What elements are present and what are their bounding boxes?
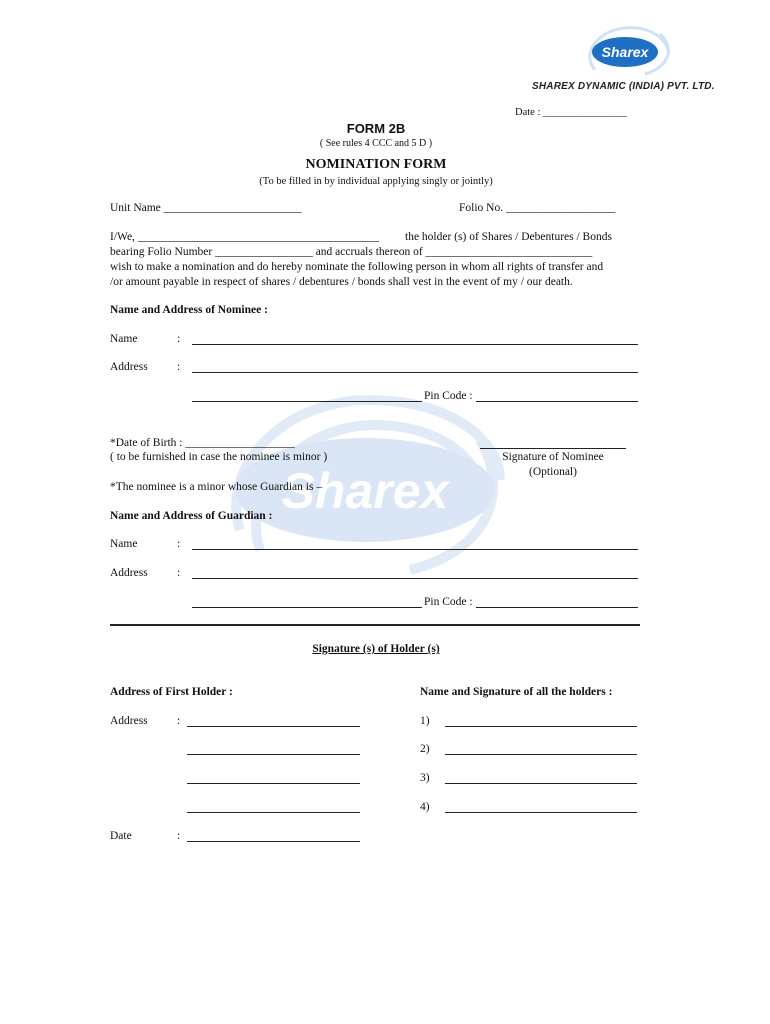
sharex-watermark: [200, 380, 520, 580]
holder-address-line-3[interactable]: [187, 783, 360, 784]
guardian-pin-label: Pin Code :: [424, 596, 473, 608]
holder-number-1: 1): [420, 715, 430, 727]
declaration-line2[interactable]: bearing Folio Number _________________ and accruals thereon of _____________________________: [110, 246, 593, 258]
nominee-signature-line[interactable]: [480, 448, 626, 449]
holder-signature-line-2[interactable]: [445, 754, 637, 755]
nominee-name-line[interactable]: [192, 344, 638, 345]
holder-address-line-4[interactable]: [187, 812, 360, 813]
holder-signature-line-4[interactable]: [445, 812, 637, 813]
nominee-signature-label: Signature of Nominee: [502, 451, 604, 463]
colon: :: [177, 538, 181, 550]
unit-name-field[interactable]: Unit Name ________________________: [110, 202, 302, 214]
declaration-line3: wish to make a nomination and do hereby nominate the following person in whom all rights of transfer and: [110, 261, 604, 273]
holder-number-4: 4): [420, 801, 430, 813]
colon: :: [177, 333, 181, 345]
first-holder-address-heading: Address of First Holder :: [110, 686, 233, 698]
guardian-name-label: Name: [110, 538, 138, 550]
guardian-name-line[interactable]: [192, 549, 638, 550]
guardian-address-line[interactable]: [192, 578, 638, 579]
guardian-address-label: Address: [110, 567, 148, 579]
holders-heading: Signature (s) of Holder (s): [312, 643, 440, 655]
holder-address-line-2[interactable]: [187, 754, 360, 755]
nominee-signature-optional: (Optional): [529, 466, 577, 478]
sharex-logo: [540, 22, 710, 80]
nominee-address-line2[interactable]: [192, 401, 422, 402]
section-divider: [110, 624, 640, 626]
holder-signature-line-1[interactable]: [445, 726, 637, 727]
declaration-line1-prefix[interactable]: I/We, __________________________________________: [110, 231, 380, 243]
guardian-pin-line[interactable]: [476, 607, 638, 608]
holder-address-label: Address: [110, 715, 148, 727]
declaration-line4: /or amount payable in respect of shares / debentures / bonds shall vest in the event of my / our death.: [110, 276, 573, 288]
holder-number-2: 2): [420, 743, 430, 755]
form-title: NOMINATION FORM: [305, 157, 447, 172]
holder-signature-line-3[interactable]: [445, 783, 637, 784]
holder-number-3: 3): [420, 772, 430, 784]
date-field[interactable]: Date : ________________: [515, 107, 627, 118]
colon: :: [177, 567, 181, 579]
company-name: SHAREX DYNAMIC (INDIA) PVT. LTD.: [532, 81, 715, 92]
minor-note: *The nominee is a minor whose Guardian is –: [110, 481, 323, 493]
form-subtitle: (To be filled in by individual applying singly or jointly): [259, 176, 493, 187]
colon: :: [177, 361, 181, 373]
form-rules: ( See rules 4 CCC and 5 D ): [319, 138, 433, 149]
guardian-address-line2[interactable]: [192, 607, 422, 608]
holder-address-line-1[interactable]: [187, 726, 360, 727]
nominee-heading: Name and Address of Nominee :: [110, 304, 268, 316]
nominee-dob-note: ( to be furnished in case the nominee is minor ): [110, 451, 328, 463]
nominee-pin-label: Pin Code :: [424, 390, 473, 402]
holders-names-heading: Name and Signature of all the holders :: [420, 686, 613, 698]
nominee-dob-field[interactable]: *Date of Birth : ___________________: [110, 437, 295, 449]
holder-date-label: Date: [110, 830, 132, 842]
svg-text:Sharex: Sharex: [281, 463, 449, 519]
svg-text:Sharex: Sharex: [601, 44, 649, 60]
nominee-pin-line[interactable]: [476, 401, 638, 402]
declaration-line1-suffix: the holder (s) of Shares / Debentures / Bonds: [405, 231, 612, 243]
colon: :: [177, 715, 181, 727]
holder-date-line[interactable]: [187, 841, 360, 842]
nominee-name-label: Name: [110, 333, 138, 345]
folio-no-field[interactable]: Folio No. ___________________: [459, 202, 616, 214]
colon: :: [177, 830, 181, 842]
nominee-address-label: Address: [110, 361, 148, 373]
form-number: FORM 2B: [346, 121, 406, 136]
guardian-heading: Name and Address of Guardian :: [110, 510, 273, 522]
nominee-address-line[interactable]: [192, 372, 638, 373]
